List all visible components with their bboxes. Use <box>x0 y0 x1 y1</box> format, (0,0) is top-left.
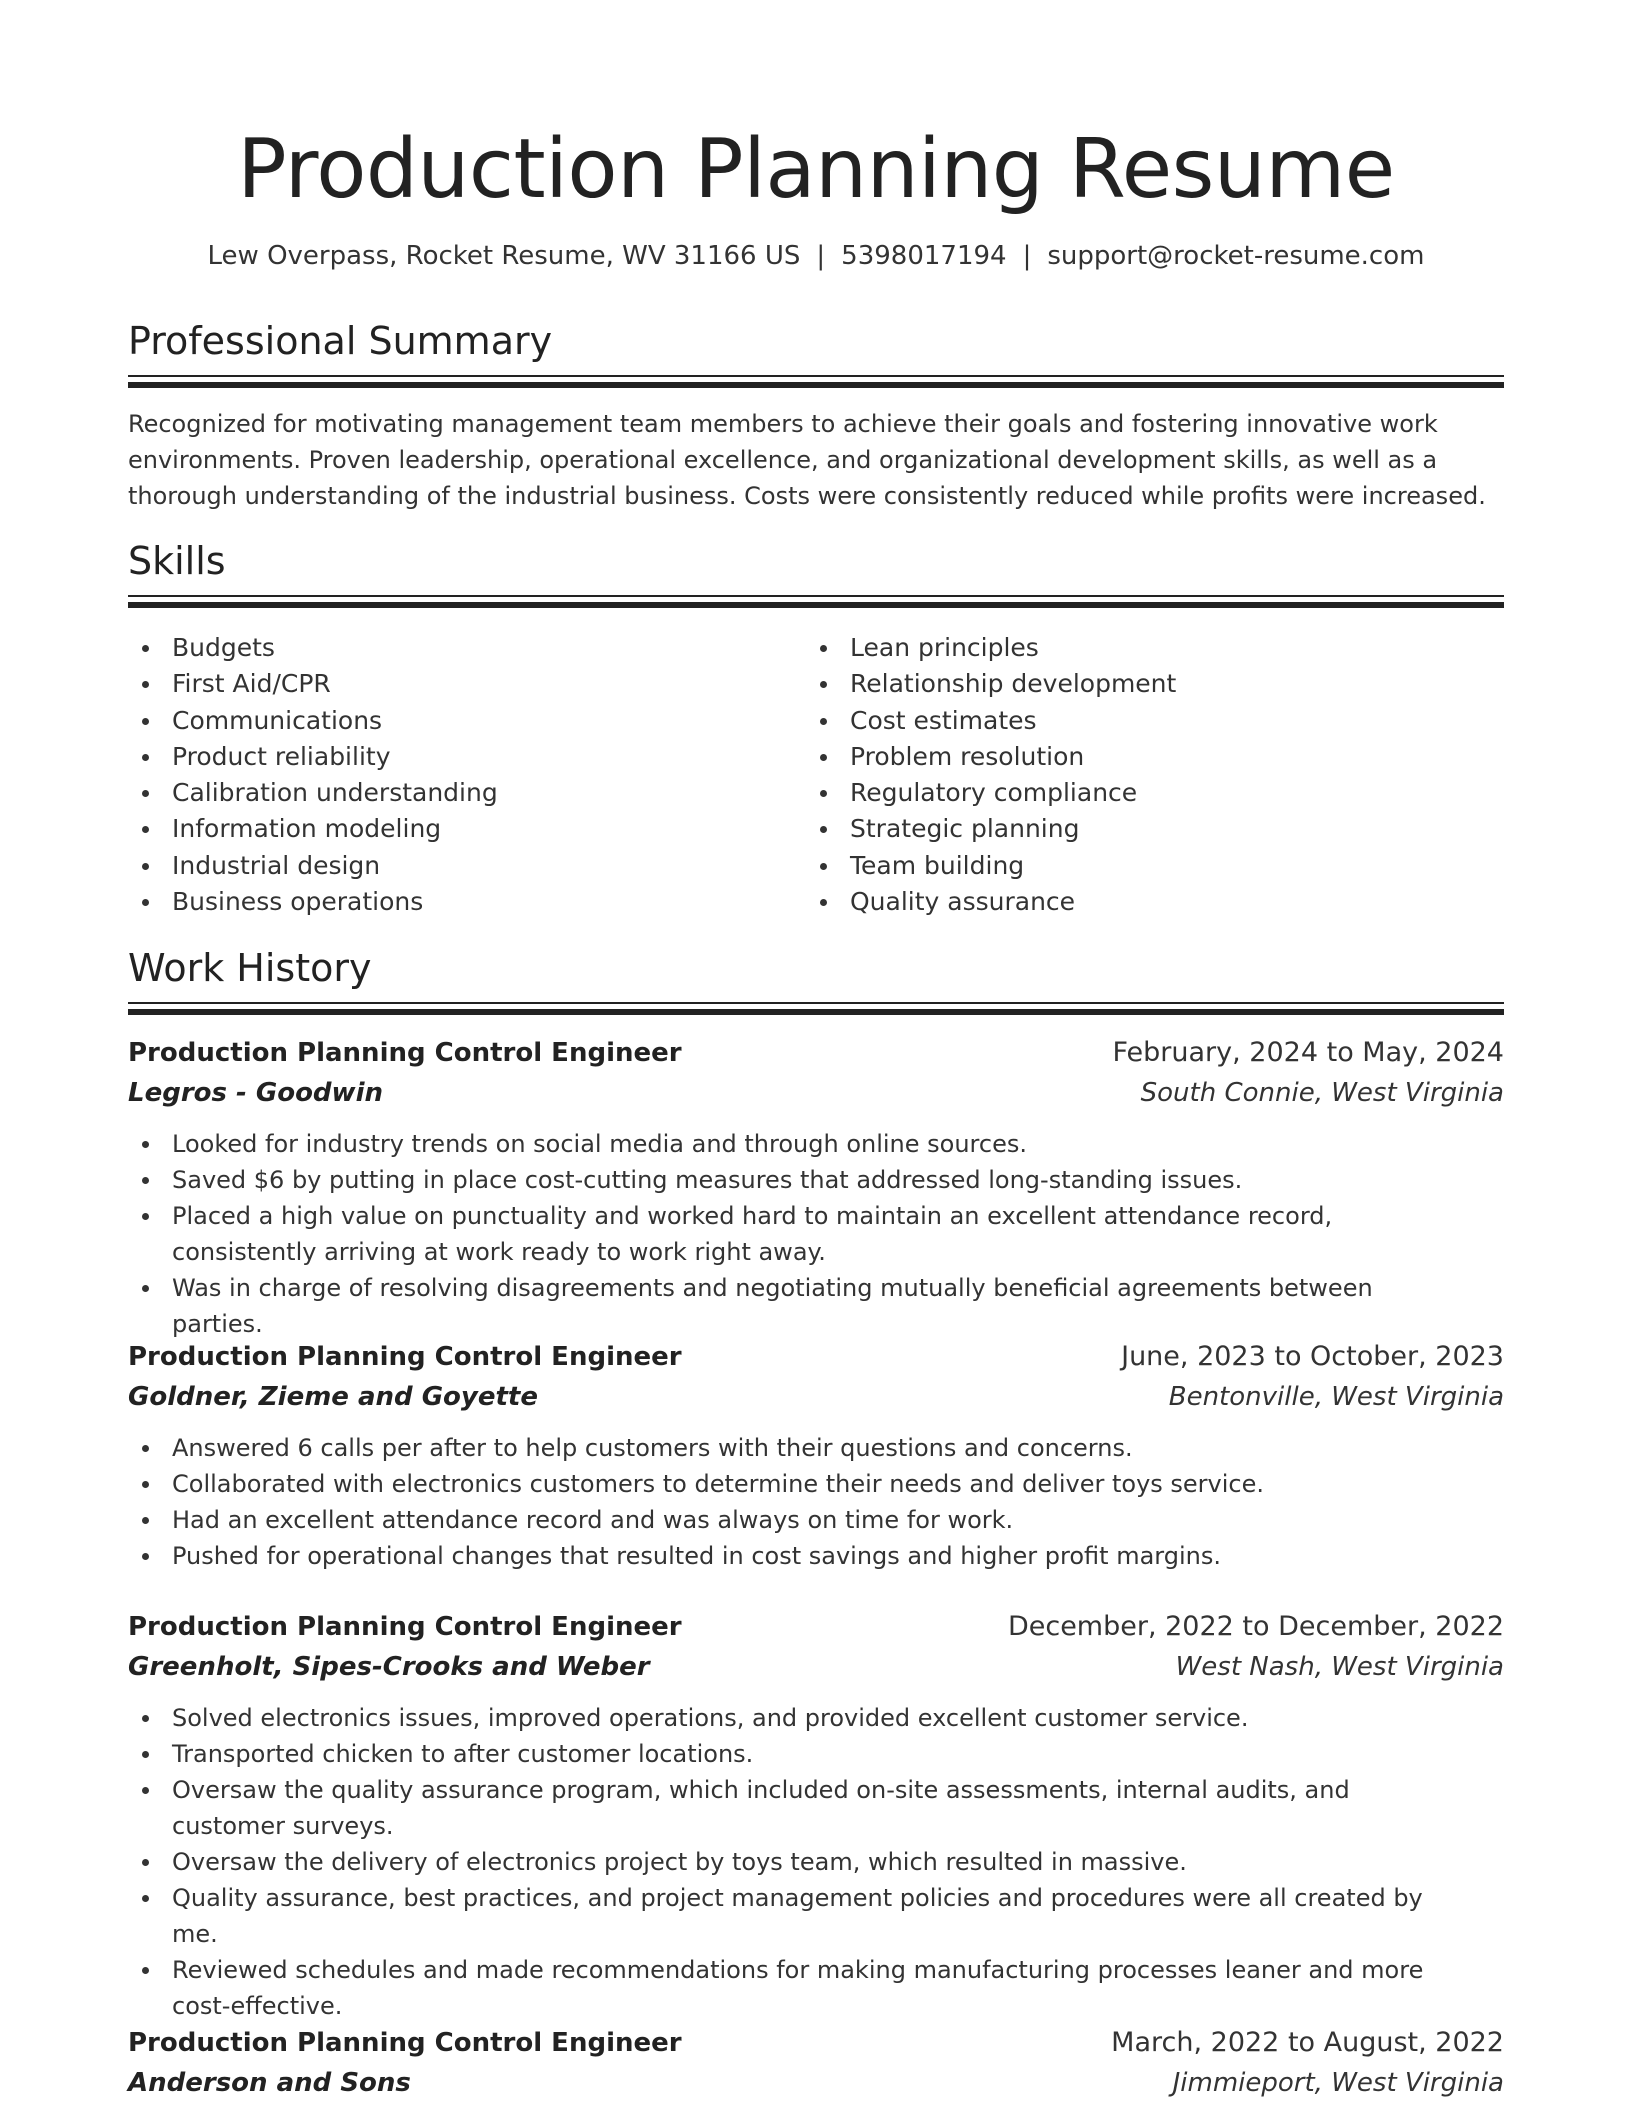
job-title: Production Planning Control Engineer <box>128 1038 682 1068</box>
job-title: Production Planning Control Engineer <box>128 1342 682 1372</box>
job-location: Jimmieport, West Virginia <box>1172 2068 1504 2098</box>
job-bullet: Transported chicken to after customer locations. <box>128 1736 1504 1772</box>
job-company: Anderson and Sons <box>128 2068 411 2098</box>
skill-item: Team building <box>806 848 1176 884</box>
job-entry <box>128 1338 1504 1574</box>
summary-text: Recognized for motivating management team members to achieve their goals and fostering innovative work environments. Proven leadership, operational excellence, and organizational development skills, as well as a thorough understanding of the industrial business. Costs were consistently reduced while profits were increased. <box>128 410 1486 510</box>
skill-item: First Aid/CPR <box>128 666 498 702</box>
skill-item: Communications <box>128 703 498 739</box>
job-bullets <box>128 1126 1504 1342</box>
skill-item: Business operations <box>128 884 498 920</box>
skills-list-left <box>128 630 498 920</box>
skill-item: Budgets <box>128 630 498 666</box>
skill-item: Problem resolution <box>806 739 1176 775</box>
job-bullet: Was in charge of resolving disagreements and negotiating mutually beneficial agreements between parties. <box>128 1270 1504 1342</box>
skill-item: Product reliability <box>128 739 498 775</box>
contact-line <box>128 238 1504 274</box>
job-location: South Connie, West Virginia <box>1140 1078 1504 1108</box>
job-entry <box>128 1034 1504 1342</box>
job-bullet: Oversaw the quality assurance program, which included on-site assessments, internal audits, and customer surveys. <box>128 1772 1504 1844</box>
contact-address: Lew Overpass, Rocket Resume, WV 31166 US <box>207 241 801 271</box>
job-bullet: Had an excellent attendance record and was always on time for work. <box>128 1502 1504 1538</box>
skill-item: Regulatory compliance <box>806 775 1176 811</box>
skill-item: Relationship development <box>806 666 1176 702</box>
job-dates: February, 2024 to May, 2024 <box>1112 1037 1504 1068</box>
job-entry <box>128 1608 1504 2024</box>
job-bullet: Reviewed schedules and made recommendations for making manufacturing processes leaner and more cost-effective. <box>128 1952 1504 2024</box>
resume-title: Production Planning Resume <box>237 122 1395 217</box>
job-bullet: Quality assurance, best practices, and project management policies and procedures were all created by me. <box>128 1880 1504 1952</box>
job-location: West Nash, West Virginia <box>1175 1652 1504 1682</box>
skill-item: Lean principles <box>806 630 1176 666</box>
job-bullet: Looked for industry trends on social media and through online sources. <box>128 1126 1504 1162</box>
contact-separator: | <box>816 241 826 271</box>
job-bullet: Collaborated with electronics customers to determine their needs and deliver toys service. <box>128 1466 1504 1502</box>
job-dates: June, 2023 to October, 2023 <box>1121 1341 1504 1372</box>
skill-item: Calibration understanding <box>128 775 498 811</box>
skill-item: Information modeling <box>128 811 498 847</box>
job-bullet: Saved $6 by putting in place cost-cutting measures that addressed long-standing issues. <box>128 1162 1504 1198</box>
job-title: Production Planning Control Engineer <box>128 2028 682 2058</box>
job-company: Legros - Goodwin <box>128 1078 383 1108</box>
resume-page <box>128 0 1504 2112</box>
job-entry <box>128 2024 1504 2104</box>
job-bullets <box>128 1430 1504 1574</box>
skill-item: Strategic planning <box>806 811 1176 847</box>
job-dates: December, 2022 to December, 2022 <box>1007 1611 1504 1642</box>
contact-email[interactable]: support@rocket-resume.com <box>1047 241 1425 271</box>
job-bullet: Pushed for operational changes that resulted in cost savings and higher profit margins. <box>128 1538 1504 1574</box>
contact-phone: 5398017194 <box>841 241 1007 271</box>
job-company: Goldner, Zieme and Goyette <box>128 1382 538 1412</box>
skill-item: Industrial design <box>128 848 498 884</box>
skill-item: Cost estimates <box>806 703 1176 739</box>
skills-list-right <box>806 630 1176 920</box>
work-history-heading: Work History <box>128 946 372 990</box>
skills-heading: Skills <box>128 539 226 583</box>
section-divider <box>128 1002 1504 1015</box>
job-bullet: Oversaw the delivery of electronics project by toys team, which resulted in massive. <box>128 1844 1504 1880</box>
job-bullet: Solved electronics issues, improved operations, and provided excellent customer service. <box>128 1700 1504 1736</box>
job-bullet: Placed a high value on punctuality and worked hard to maintain an excellent attendance record, consistently arriving at work ready to work right away. <box>128 1198 1504 1270</box>
section-divider <box>128 375 1504 388</box>
job-location: Bentonville, West Virginia <box>1168 1382 1504 1412</box>
job-dates: March, 2022 to August, 2022 <box>1111 2027 1504 2058</box>
summary-heading: Professional Summary <box>128 319 553 363</box>
skill-item: Quality assurance <box>806 884 1176 920</box>
job-bullet: Answered 6 calls per after to help customers with their questions and concerns. <box>128 1430 1504 1466</box>
job-company: Greenholt, Sipes-Crooks and Weber <box>128 1652 650 1682</box>
job-bullets <box>128 1700 1504 2024</box>
contact-separator: | <box>1022 241 1032 271</box>
job-title: Production Planning Control Engineer <box>128 1612 682 1642</box>
section-divider <box>128 595 1504 608</box>
